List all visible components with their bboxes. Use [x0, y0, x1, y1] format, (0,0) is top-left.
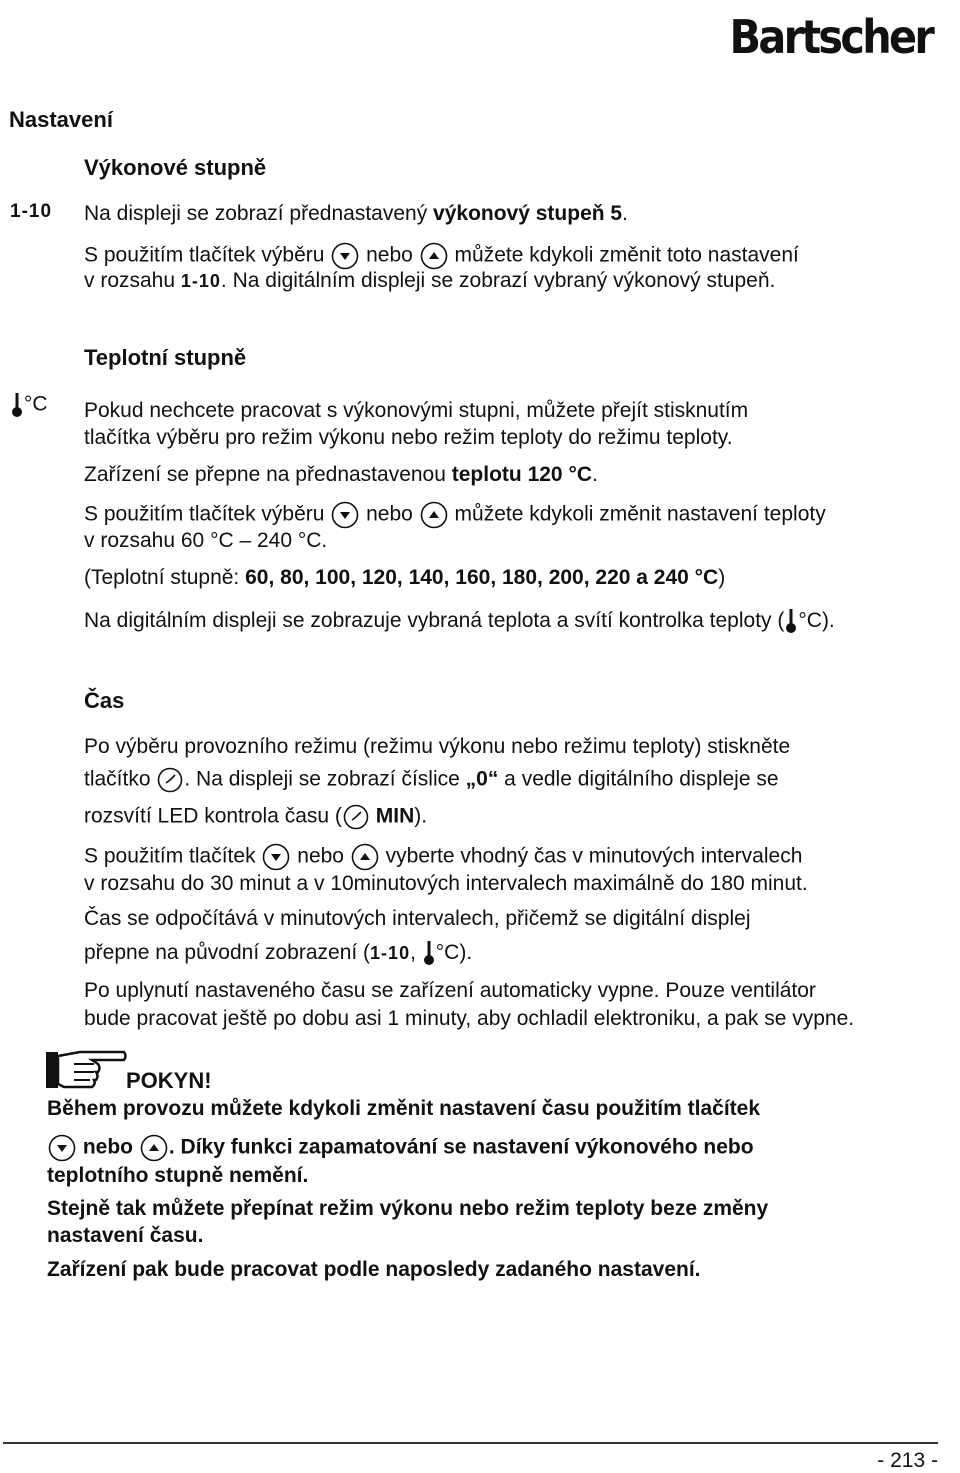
temp-line-2: tlačítka výběru pro režim výkonu nebo režim teploty do režimu teploty. — [84, 426, 733, 449]
brand-logo: Bartscher — [729, 10, 932, 64]
temp-unit-label: °C — [798, 609, 822, 632]
note-title: POKYN! — [126, 1068, 212, 1093]
time-line-8: Po uplynutí nastaveného času se zařízení automaticky vypne. Pouze ventilátor — [84, 979, 816, 1002]
text-span: . Na digitálním displeji se zobrazí vybraný výkonový stupeň. — [220, 269, 776, 292]
temp-default-bold: teplotu 120 °C — [451, 463, 593, 486]
power-range-inline-icon: 1-10 — [370, 943, 411, 963]
note-line-5: nastavení času. — [47, 1224, 204, 1247]
thermometer-icon — [10, 392, 24, 418]
footer-divider — [3, 1442, 938, 1444]
time-line-6: Čas se odpočítává v minutových intervalech, přičemž se digitální displej — [84, 907, 751, 930]
text-span: Na displeji se zobrazí přednastavený — [84, 202, 434, 225]
page-number: - 213 - — [877, 1449, 938, 1472]
timer-button-icon — [156, 766, 184, 794]
up-button-icon — [350, 842, 380, 872]
text-span: . — [592, 463, 598, 486]
time-line-4 — [84, 842, 802, 872]
text-span: a vedle digitálního displeje se — [498, 767, 779, 791]
power-default-bold: výkonový stupeň 5 — [433, 202, 623, 225]
down-button-icon — [330, 241, 360, 271]
temp-side-icon — [10, 392, 48, 418]
text-span: . — [622, 202, 628, 225]
temp-unit-label: °C — [435, 941, 460, 964]
text-span: ). — [821, 609, 835, 632]
time-zero-bold: „0“ — [465, 767, 499, 791]
section-title: Nastavení — [9, 107, 113, 132]
text-span: rozsvítí LED kontrola času ( — [84, 804, 342, 828]
power-heading: Výkonové stupně — [84, 155, 267, 180]
time-line-7 — [84, 940, 472, 966]
text-span: nebo — [82, 1135, 134, 1159]
text-span: vyberte vhodný čas v minutových intervalech — [385, 844, 803, 868]
note-line-3: teplotního stupně nemění. — [47, 1164, 309, 1187]
text-span: . Díky funkci zapamatování se nastavení výkonového nebo — [168, 1135, 754, 1159]
up-button-icon — [419, 500, 449, 530]
text-span: můžete kdykoli změnit nastavení teploty — [454, 502, 826, 526]
time-line-2 — [84, 766, 779, 794]
down-button-icon — [47, 1133, 77, 1163]
time-heading: Čas — [84, 688, 125, 713]
temp-line-3 — [84, 462, 598, 488]
text-span: tlačítko — [84, 767, 151, 791]
temp-line-5: v rozsahu 60 °C – 240 °C. — [84, 529, 328, 552]
up-button-icon — [419, 241, 449, 271]
pointing-hand-icon — [44, 1046, 128, 1092]
text-span: v rozsahu — [84, 269, 176, 292]
note-line-2 — [47, 1133, 754, 1163]
text-span: přepne na původní zobrazení ( — [84, 941, 371, 964]
temp-line-6 — [84, 565, 725, 591]
time-line-9: bude pracovat ještě po dobu asi 1 minuty, aby ochladil elektroniku, a pak se vypne. — [84, 1007, 855, 1030]
time-line-3 — [84, 803, 427, 831]
note-line-6: Zařízení pak bude pracovat podle naposledy zadaného nastavení. — [47, 1258, 701, 1281]
power-line-3 — [84, 268, 775, 294]
time-line-1: Po výběru provozního režimu (režimu výkonu nebo režimu teploty) stiskněte — [84, 735, 791, 758]
temp-line-1: Pokud nechcete pracovat s výkonovými stupni, můžete přejít stisknutím — [84, 399, 749, 422]
text-span: S použitím tlačítek výběru — [84, 502, 325, 526]
text-span: nebo — [297, 844, 344, 868]
text-span: nebo — [366, 243, 413, 267]
time-line-5: v rozsahu do 30 minut a v 10minutových intervalech maximálně do 180 minut. — [84, 872, 808, 895]
power-line-1 — [84, 201, 628, 227]
text-span: (Teplotní stupně: — [84, 566, 246, 589]
power-range-icon: 1-10 — [10, 201, 53, 222]
down-button-icon — [330, 500, 360, 530]
text-span: , — [410, 941, 416, 964]
down-button-icon — [261, 842, 291, 872]
text-span: nebo — [366, 502, 413, 526]
timer-icon — [342, 803, 370, 831]
min-label-bold: MIN — [375, 804, 415, 828]
thermometer-icon — [784, 608, 798, 634]
temp-line-4 — [84, 500, 826, 530]
temp-line-7 — [84, 608, 835, 634]
note-line-1: Během provozu můžete kdykoli změnit nastavení času použitím tlačítek — [47, 1097, 761, 1120]
text-span: ) — [718, 566, 726, 589]
text-span: Zařízení se přepne na přednastavenou — [84, 463, 452, 486]
text-span: . Na displeji se zobrazí číslice — [184, 767, 466, 791]
text-span: S použitím tlačítek výběru — [84, 243, 325, 267]
temp-levels-bold: 60, 80, 100, 120, 140, 160, 180, 200, 220 a 240 °C — [245, 566, 719, 589]
text-span: Na digitálním displeji se zobrazuje vybraná teplota a svítí kontrolka teploty ( — [84, 609, 785, 632]
text-span: S použitím tlačítek — [84, 844, 256, 868]
temp-unit-label: °C — [24, 392, 48, 416]
text-span: ). — [414, 804, 428, 828]
up-button-icon — [139, 1133, 169, 1163]
text-span: ). — [459, 941, 473, 964]
thermometer-icon — [422, 940, 436, 966]
note-line-4: Stejně tak můžete přepínat režim výkonu nebo režim teploty beze změny — [47, 1197, 769, 1220]
power-line-2 — [84, 241, 799, 271]
temp-heading: Teplotní stupně — [84, 345, 247, 370]
text-span: můžete kdykoli změnit toto nastavení — [454, 243, 799, 267]
power-range-inline-icon: 1-10 — [180, 271, 221, 291]
